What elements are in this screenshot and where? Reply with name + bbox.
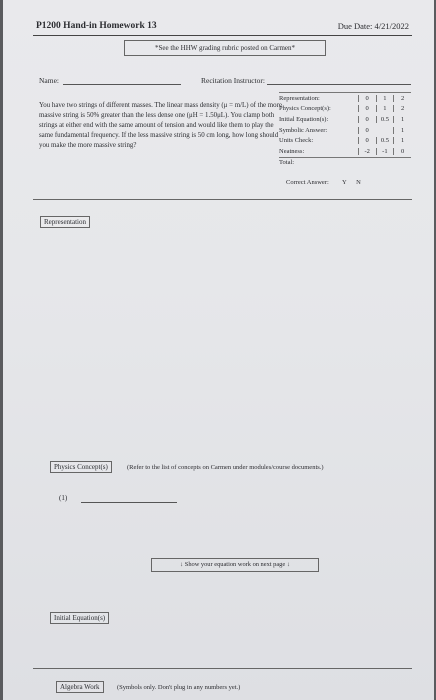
rubric-row [279, 135, 411, 146]
rubric-total-label: Total: [279, 159, 295, 167]
representation-label: Representation [40, 216, 90, 228]
algebra-work-description: (Symbols only. Don't plug in any numbers yet.) [117, 684, 241, 691]
grading-rubric [279, 92, 411, 168]
correct-answer-label: Correct Answer: [286, 179, 329, 186]
recitation-field[interactable] [267, 84, 411, 85]
rubric-label: Units Check: [279, 137, 314, 145]
name-field[interactable] [63, 84, 181, 85]
rubric-label: Physics Concept(s): [279, 105, 331, 113]
rubric-point: -2 [358, 148, 376, 155]
rubric-point: 2 [393, 105, 411, 112]
recitation-label: Recitation Instructor: [201, 76, 265, 85]
rubric-point: 0 [358, 116, 376, 123]
due-date [338, 21, 409, 31]
physics-concepts-description: (Refer to the list of concepts on Carmen under modules/course documents.) [127, 464, 324, 471]
rubric-label: Symbolic Answer: [279, 126, 328, 134]
rubric-point: 0.5 [376, 116, 394, 123]
rubric-point: 0 [358, 95, 376, 102]
rubric-row [279, 146, 411, 158]
rubric-point: 0.5 [376, 137, 394, 144]
concept-item-field[interactable] [81, 502, 177, 503]
rubric-point: 2 [393, 95, 411, 102]
rubric-point: 1 [376, 95, 394, 102]
rubric-row [279, 114, 411, 125]
rubric-point: 0 [358, 127, 376, 134]
course-title: P1200 Hand-in Homework 13 [36, 21, 157, 31]
rubric-point: 1 [393, 116, 411, 123]
show-work-note: ↓ Show your equation work on next page ↓ [151, 558, 319, 572]
rubric-point: 0 [358, 137, 376, 144]
rubric-total-row [279, 158, 411, 169]
concept-item-number: (1) [59, 494, 68, 502]
name-label: Name: [39, 76, 59, 85]
rubric-point: 1 [393, 127, 411, 134]
rubric-row [279, 92, 411, 104]
worksheet-page [3, 0, 434, 700]
problem-statement: You have two strings of different masses. The linear mass density (μ = m/L) of the more massive string is 50% greater than the less dense one (μH = 1.50μL). You clamp both strings at either end with the same amount of tension and would like them to play the same fundamental frequency. If the less massive string is 50 cm long, how long should you make the more massive string? [39, 102, 282, 149]
due-label: Due Date: [337, 21, 373, 31]
rubric-point: -1 [376, 148, 394, 155]
rubric-point: 0 [393, 148, 411, 155]
header-rule [33, 35, 412, 36]
rubric-point: 0 [358, 105, 376, 112]
rubric-point: 1 [376, 105, 394, 112]
section-divider [33, 199, 412, 200]
rubric-point: 1 [393, 137, 411, 144]
physics-concepts-label: Physics Concept(s) [50, 461, 112, 473]
due-value: 4/21/2022 [374, 21, 409, 31]
rubric-label: Neatness: [279, 147, 305, 155]
rubric-row [279, 125, 411, 136]
initial-equations-label: Initial Equation(s) [50, 612, 109, 624]
correct-answer [286, 179, 361, 186]
rubric-note: *See the HHW grading rubric posted on Carmen* [124, 40, 326, 56]
algebra-work-label: Algebra Work [56, 681, 104, 693]
correct-answer-options[interactable]: Y N [342, 179, 361, 186]
rubric-label: Initial Equation(s): [279, 115, 329, 123]
rubric-label: Representation: [279, 94, 320, 102]
rubric-row [279, 104, 411, 115]
section-divider [33, 668, 412, 669]
